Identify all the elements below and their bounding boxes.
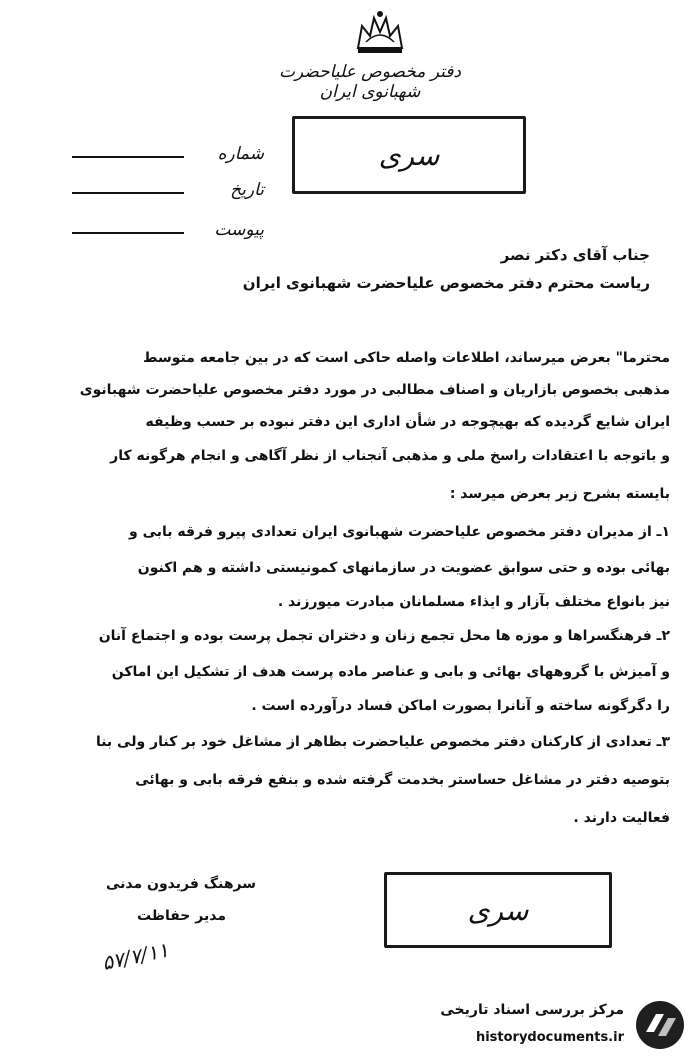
body-line: بتوصیه دفتر در مشاغل حساستر بخدمت گرفته شده و بنفع فرقه بابی و بهائی xyxy=(135,772,670,788)
meta-date-blank xyxy=(72,192,184,194)
body-line: و آمیزش با گروههای بهائی و بابی و عناصر ماده پرست هدف از تشکیل این اماکن xyxy=(111,664,670,680)
handwritten-date: ۵۷/۷/۱۱ xyxy=(99,937,171,976)
secret-stamp-top: سری xyxy=(292,116,526,194)
meta-attachment-blank xyxy=(72,232,184,234)
body-line: ۲ـ فرهنگسراها و موزه ها محل تجمع زنان و دختران تجمل پرست بوده و اجتماع آنان xyxy=(98,628,670,644)
archive-document-logo-icon xyxy=(632,998,688,1052)
body-line: و باتوجه با اعتقادات راسخ ملی و مذهبی آنجناب از نظر آگاهی و انجام هرگونه کار xyxy=(110,448,670,464)
office-title: دفتر مخصوص علیاحضرت شهبانوی ایران xyxy=(279,62,461,102)
body-line: بهائی بوده و حتی سوابق عضویت در سازمانهای کمونیستی داشته و هم اکنون xyxy=(137,560,670,576)
meta-number-row xyxy=(72,144,264,164)
meta-number-label: شماره xyxy=(217,144,264,164)
secret-stamp-bottom: سری xyxy=(384,872,612,948)
body-line: ۱ـ از مدیران دفتر مخصوص علیاحضرت شهبانوی ایران تعدادی پیرو فرقه بابی و xyxy=(129,524,670,540)
body-line: ۳ـ تعدادی از کارکنان دفتر مخصوص علیاحضرت بظاهر از مشاغل خود بر کنار ولی بنا xyxy=(95,734,670,750)
meta-attachment-label: پیوست xyxy=(214,220,264,240)
body-line: ایران شایع گردیده که بهیچوجه در شأن اداری این دفتر نبوده بر حسب وظیفه xyxy=(145,414,670,430)
body-line: را دگرگونه ساخته و آنانرا بصورت اماکن فساد درآورده است . xyxy=(251,698,670,714)
addressee-title: ریاست محترم دفتر مخصوص علیاحضرت شهبانوی ایران xyxy=(242,274,650,292)
archive-url: historydocuments.ir xyxy=(475,1030,624,1045)
body-line: بایسته بشرح زیر بعرض میرسد : xyxy=(449,486,670,502)
meta-date-row xyxy=(72,180,264,200)
addressee-name: جناب آقای دکتر نصر xyxy=(500,246,650,264)
archive-name: مرکز بررسی اسناد تاریخی xyxy=(440,1002,624,1018)
meta-attachment-row xyxy=(72,220,264,240)
signer-name: سرهنگ فریدون مدنی xyxy=(105,876,256,892)
royal-crown-emblem-icon xyxy=(352,8,408,56)
signer-title: مدیر حفاظت xyxy=(136,908,226,924)
body-line: نیز بانواع مختلف بآزار و ایذاء مسلمانان مبادرت میورزند . xyxy=(277,594,670,610)
body-line: فعالیت دارند . xyxy=(573,810,670,826)
body-line: مذهبی بخصوص بازاریان و اصناف مطالبی در مورد دفتر مخصوص علیاحضرت شهبانوی xyxy=(79,382,670,398)
meta-number-blank xyxy=(72,156,184,158)
meta-date-label: تاریخ xyxy=(230,180,264,200)
body-line: محترما" بعرض میرساند، اطلاعات واصله حاکی است که در بین جامعه متوسط xyxy=(142,350,670,366)
